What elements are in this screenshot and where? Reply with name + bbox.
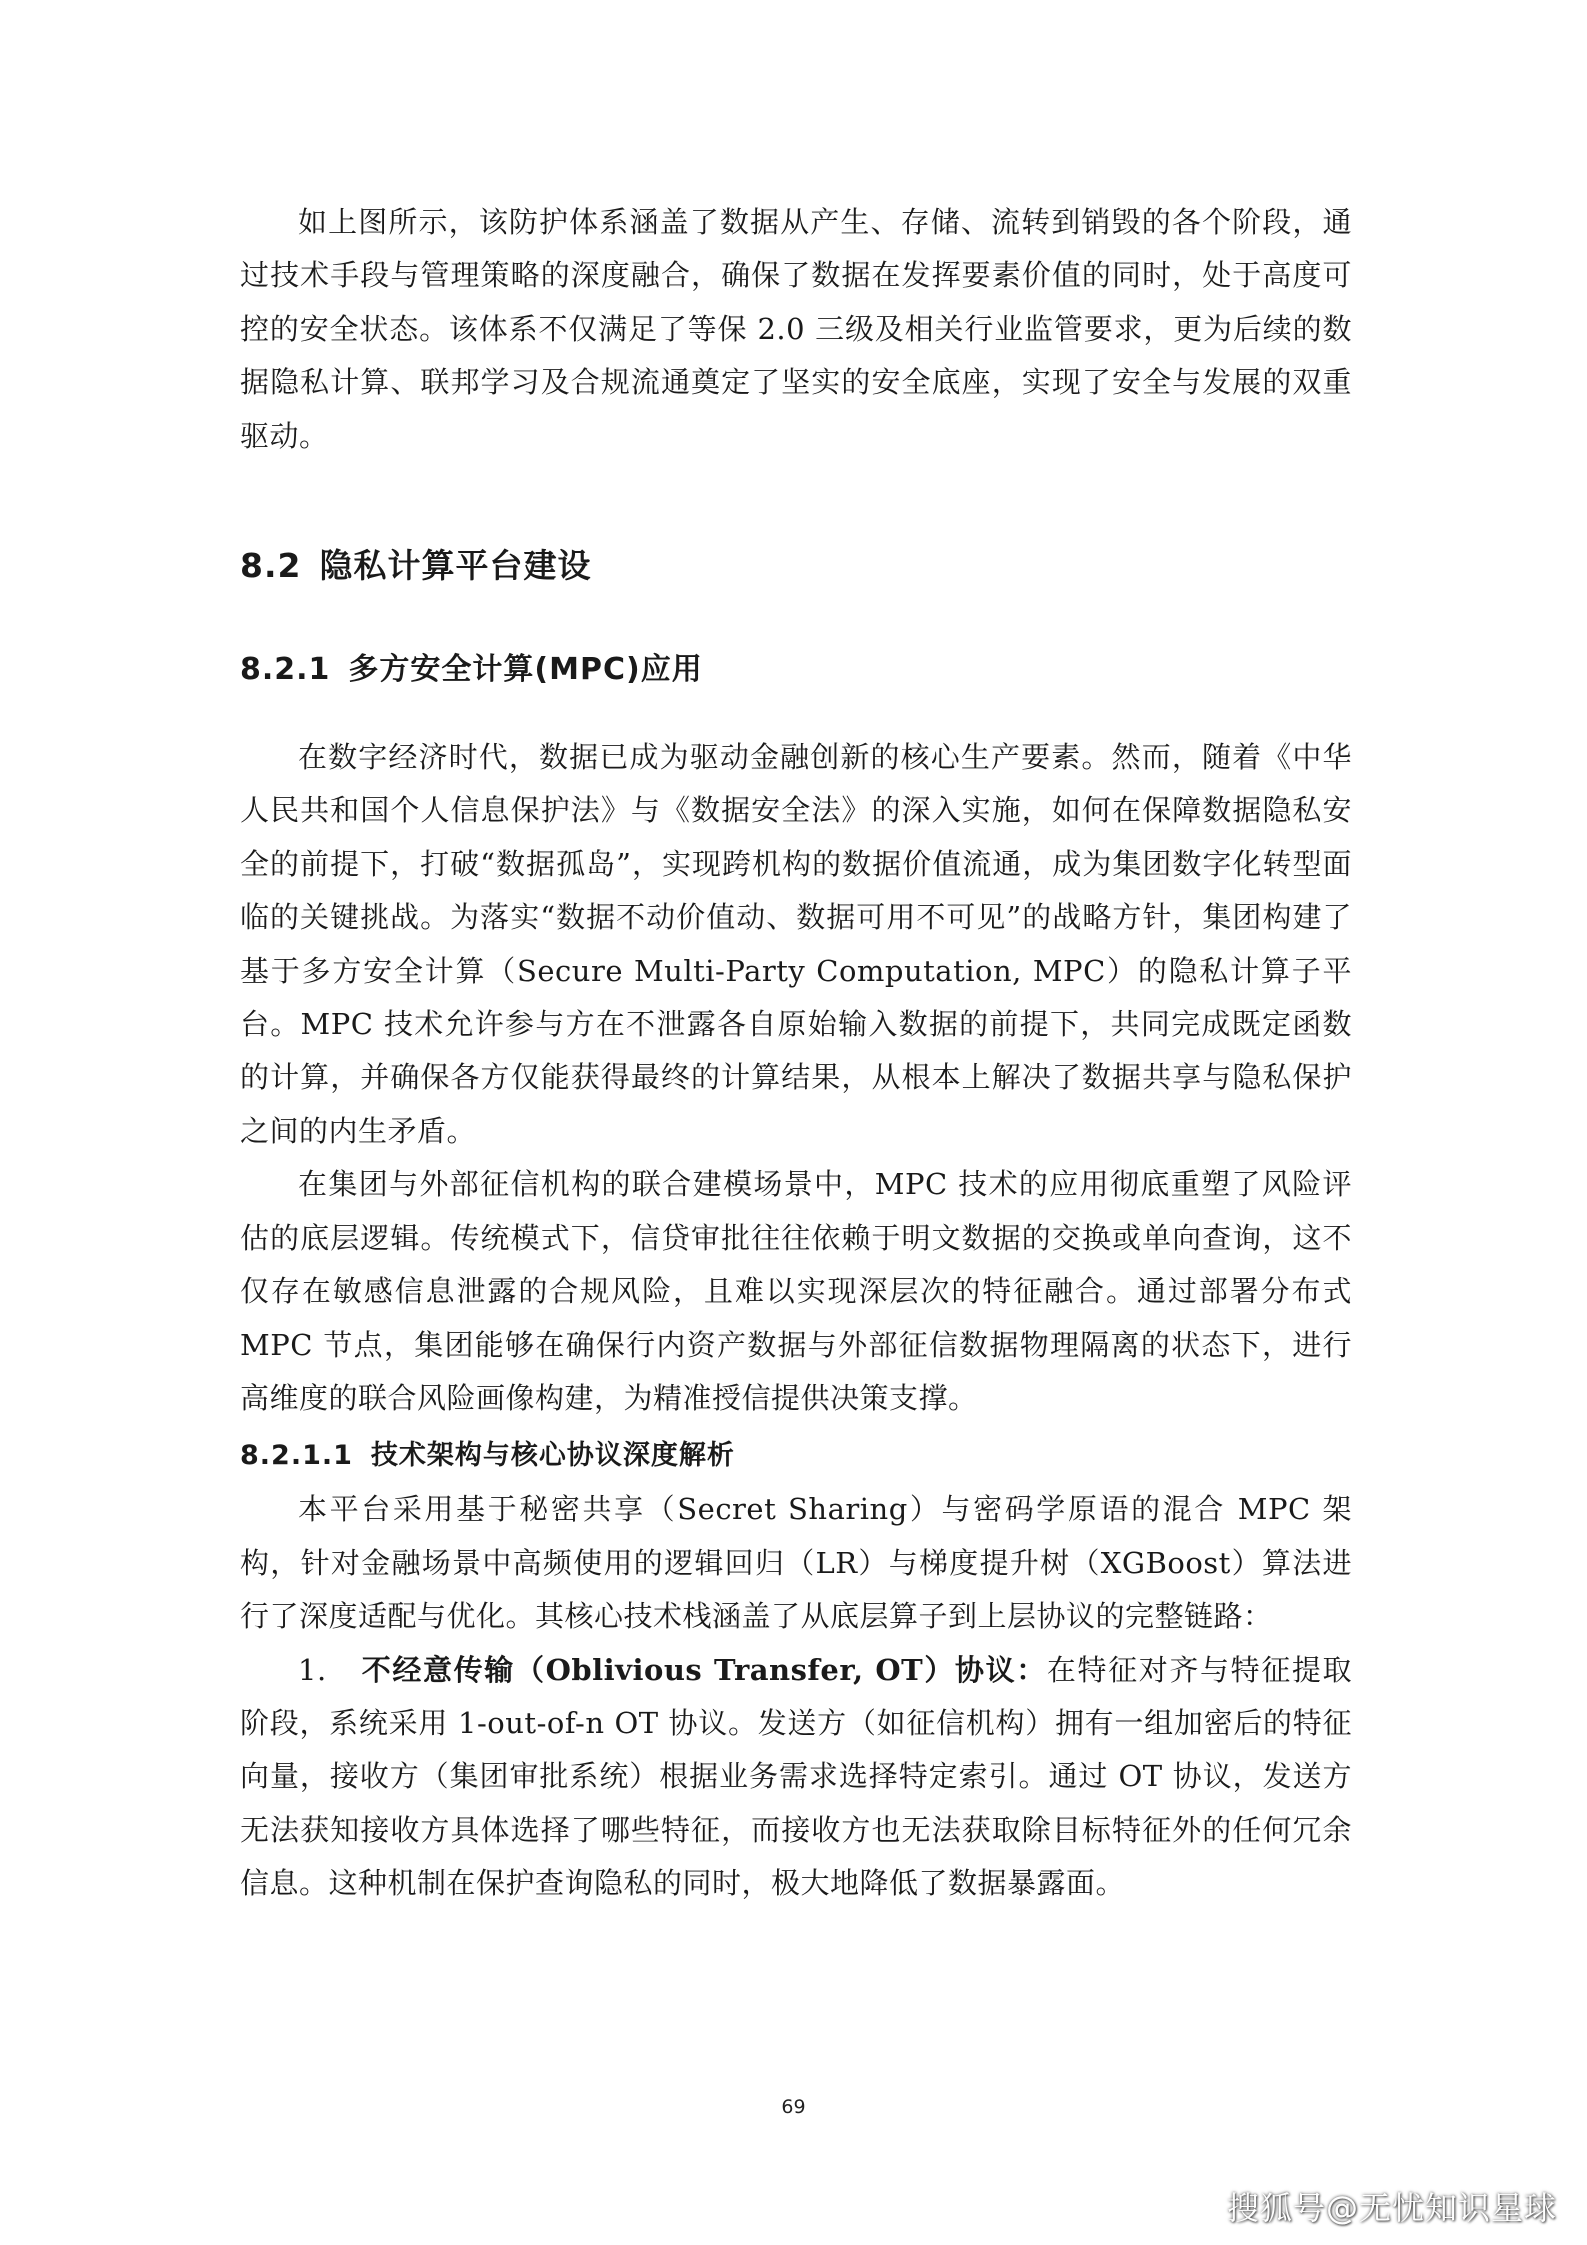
subsection-title: 多方安全计算(MPC)应用 [348,652,703,688]
subsection-heading [240,647,1352,693]
subsection-number: 8.2.1 [240,652,331,688]
watermark: 搜狐号@无忧知识星球 [1226,2189,1557,2227]
intro-paragraph: 如上图所示，该防护体系涵盖了数据从产生、存储、流转到销毁的各个阶段，通过技术手段与管理策略的深度融合，确保了数据在发挥要素价值的同时，处于高度可控的安全状态。该体系不仅满足了等保 2.0 三级及相关行业监管要求，更为后续的数据隐私计算、联邦学习及合规流通奠定了坚实的安全底座，实现了安全与发展的双重驱动。 [240,205,1352,453]
section-title: 隐私计算平台建设 [319,546,592,586]
document-page [240,196,1352,1911]
section-number: 8.2 [240,546,302,586]
subsubsection-title: 技术架构与核心协议深度解析 [370,1440,735,1472]
joint-modeling-paragraph: 在集团与外部征信机构的联合建模场景中，MPC 技术的应用彻底重塑了风险评估的底层逻辑。传统模式下，信贷审批往往依赖于明文数据的交换或单向查询，这不仅存在敏感信息泄露的合规风险，且难以实现深层次的特征融合。通过部署分布式 MPC 节点，集团能够在确保行内资产数据与外部征信数据物理隔离的状态下，进行高维度的联合风险画像构建，为精准授信提供决策支撑。 [240,1167,1352,1415]
architecture-paragraph: 本平台采用基于秘密共享（Secret Sharing）与密码学原语的混合 MPC 架构，针对金融场景中高频使用的逻辑回归（LR）与梯度提升树（XGBoost）算法进行了深度适配与优化。其核心技术栈涵盖了从底层算子到上层协议的完整链路： [240,1492,1352,1634]
subsubsection-heading [240,1433,1352,1479]
list-item-ot-protocol [240,1644,1352,1911]
list-item-text: 在特征对齐与特征提取阶段，系统采用 1-out-of-n OT 协议。发送方（如征信机构）拥有一组加密后的特征向量，接收方（集团审批系统）根据业务需求选择特定索引。通过 OT 协议，发送方无法获知接收方具体选择了哪些特征，而接收方也无法获取除目标特征外的任何冗余信息。这种机制在保护查询隐私的同时，极大地降低了数据暴露面。 [240,1652,1352,1901]
section-heading [240,541,1352,591]
mpc-intro-paragraph: 在数字经济时代，数据已成为驱动金融创新的核心生产要素。然而，随着《中华人民共和国个人信息保护法》与《数据安全法》的深入实施，如何在保障数据隐私安全的前提下，打破“数据孤岛”，实现跨机构的数据价值流通，成为集团数字化转型面临的关键挑战。为落实“数据不动价值动、数据可用不可见”的战略方针，集团构建了基于多方安全计算（Secure Multi-Party Computation, MPC）的隐私计算子平台。MPC 技术允许参与方在不泄露各自原始输入数据的前提下，共同完成既定函数的计算，并确保各方仅能获得最终的计算结果，从根本上解决了数据共享与隐私保护之间的内生矛盾。 [240,740,1352,1148]
subsubsection-number: 8.2.1.1 [240,1440,353,1472]
list-marker: 1. [298,1652,327,1687]
list-item-lead: 不经意传输（Oblivious Transfer, OT）协议： [360,1652,1047,1687]
page-number: 69 [781,2096,806,2118]
